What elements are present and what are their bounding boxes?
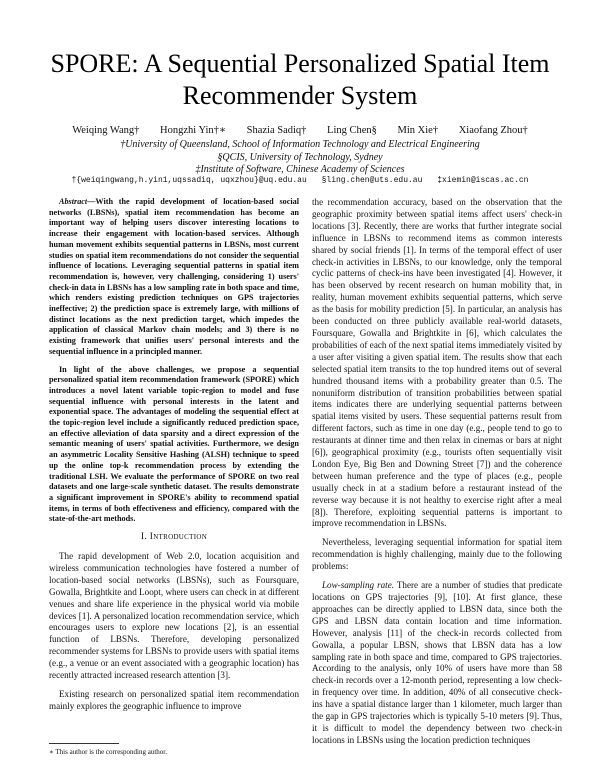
inline-subheading: Low-sampling rate.: [322, 580, 394, 591]
intro-paragraph: Existing research on personalized spatial item recommendation mainly explores the geographic influence to improve: [49, 688, 299, 711]
email-address: §ling.chen@uts.edu.au: [321, 176, 423, 185]
body-paragraph: [312, 580, 562, 747]
author-name: Weiqing Wang†: [72, 125, 140, 136]
section-heading-introduction: I. Introduction: [140, 532, 208, 543]
footnote-divider: [49, 743, 119, 744]
paper-title: SPORE: A Sequential Personalized Spatial Item Recommender System: [50, 49, 550, 110]
author-name: Ling Chen§: [327, 125, 377, 136]
abstract-paragraph: [49, 197, 299, 358]
author-name: Min Xie†: [397, 125, 439, 136]
left-column: [49, 197, 299, 720]
abstract-text: —With the rapid development of location-based social networks (LBSNs), spatial item recommendation has become an important way of helping users discover interesting locations to increase their engagement with location-based services. Although human movement exhibits sequential patterns in LBSNs, most current studies on spatial item recommendations do not consider the sequential influence of locations. Leveraging sequential patterns in spatial item recommendation is, however, very challenging, considering 1) users' check-in data in LBSNs has a low sampling rate in both space and time, which renders existing prediction techniques on GPS trajectories ineffective; 2) the prediction space is extremely large, with millions of distinct locations as the next prediction target, which impedes the application of classical Markov chain models; and 3) there is no existing framework that unifies users' personal interests and the sequential influence in a principled manner.: [49, 197, 299, 356]
abstract-paragraph-2: In light of the above challenges, we propose a sequential personalized spatial item recommendation framework (SPORE) which introduces a novel latent variable topic-region to model and fuse sequential influence with personal interests in the latent and exponential space. The advantages of modeling the sequential effect at the topic-region level include a significantly reduced prediction space, an effective alleviation of data sparsity and a direct expression of the semantic meaning of users' spatial activities. Furthermore, we design an asymmetric Locality Sensitive Hashing (ALSH) technique to speed up the online top-k recommendation process by extending the traditional LSH. We evaluate the performance of SPORE on two real datasets and one large-scale synthetic dataset. The results demonstrate a significant improvement in SPORE's ability to recommend spatial items, in terms of both effectiveness and efficiency, compared with the state-of-the-art methods.: [49, 364, 299, 524]
email-list: [40, 175, 560, 186]
author-list: [40, 124, 560, 138]
body-paragraph: Nevertheless, leveraging sequential information for spatial item recommendation is highly challenging, mainly due to the following problems:: [312, 537, 562, 572]
intro-paragraph: The rapid development of Web 2.0, location acquisition and wireless communication technologies have fostered a number of location-based social networks (LBSNs), such as Foursquare, Gowalla, Brightkite and Loopt, where users can check in at different venues and share life experience in the physical world via mobile devices [1]. A personalized location recommendation service, which encourages users to explore new locations [2], is an essential function of LBSNs. Therefore, developing personalized recommender systems for LBSNs to provide users with spatial items (e.g., a venue or an event associated with a geographic location) has recently attracted increased research attention [3].: [49, 551, 299, 681]
body-paragraph: the recommendation accuracy, based on the observation that the geographic proximity between spatial items affect users' check-in locations [3]. Recently, there are works that further integrate social influence in LBSNs to recommend items as common interests shared by social friends [1]. In terms of the temporal effect of user check-in activities in LBSNs, to our knowledge, only the temporal cyclic patterns of check-ins have been investigated [4]. However, it has been observed by recent research on human mobility that, in reality, human movement exhibits sequential patterns, which serve as the basis for mobility prediction [5]. In particular, an analysis has been conducted on three publicly available real-world datasets, Foursquare, Gowalla and Brightkite in [6], which calculates the probabilities of each of the next spatial items immediately visited by a user after visiting a given spatial item. The results show that each selected spatial item transits to the top hundred items out of several hundred thousand items with a probability greater than 0.5. The nonuniform distribution of transition probabilities between spatial items indicates there are underlying sequential patterns between spatial items visited by users. These sequential patterns result from different factors, such as time in one day (e.g., people tend to go to restaurants at dinner time and then relax in cinemas or bars at night [6]), geographical proximity (e.g., tourists often sequentially visit London Eye, Big Ben and Downing Street [7]) and the coherence between human preference and the type of places (e.g., people usually check in at a stadium before a restaurant instead of the reverse way because it is not healthy to exercise right after a meal [8]). Therefore, exploiting sequential patterns is important to improve recommendation in LBSNs.: [312, 197, 562, 529]
affiliation: ‡Institute of Software, Chinese Academy of Sciences: [195, 164, 405, 175]
footnote: ∗ This author is the corresponding author.: [49, 748, 167, 756]
author-name: Shazia Sadiq†: [246, 125, 307, 136]
affiliation: †University of Queensland, School of Information Technology and Electrical Engineering: [120, 139, 480, 150]
author-name: Xiaofang Zhou†: [458, 125, 528, 136]
author-name: Hongzhi Yin†∗: [160, 125, 226, 136]
abstract-label: Abstract: [59, 197, 88, 206]
email-address: ‡xiemin@iscas.ac.cn: [437, 176, 529, 185]
body-text: There are a number of studies that predicate locations on GPS trajectories [9], [10]. At first glance, these approaches can be directly applied to LBSN data, since both the GPS and LBSN data contain location and time information. However, analysis [11] of the check-in records collected from Gowalla, a popular LBSN, shows that LBSN data has a low sampling rate in both space and time, compared to GPS trajectories. According to the analysis, only 10% of users have more than 58 check-in records over a 12-month period, representing a low check-in frequency over time. In addition, 40% of all consecutive check-ins have a spatial distance larger than 1 kilometer, much larger than the gap in GPS trajectories which is typically 5-10 meters [9]. Thus, it is difficult to model the dependency between two check-in locations in LBSNs using the location prediction techniques: [312, 580, 562, 745]
email-address: †{weiqingwang,h.yin1,uqssadiq, uqxzhou}@uq.edu.au: [71, 176, 307, 185]
right-column: [312, 197, 562, 754]
affiliation: §QCIS, University of Technology, Sydney: [217, 152, 383, 163]
